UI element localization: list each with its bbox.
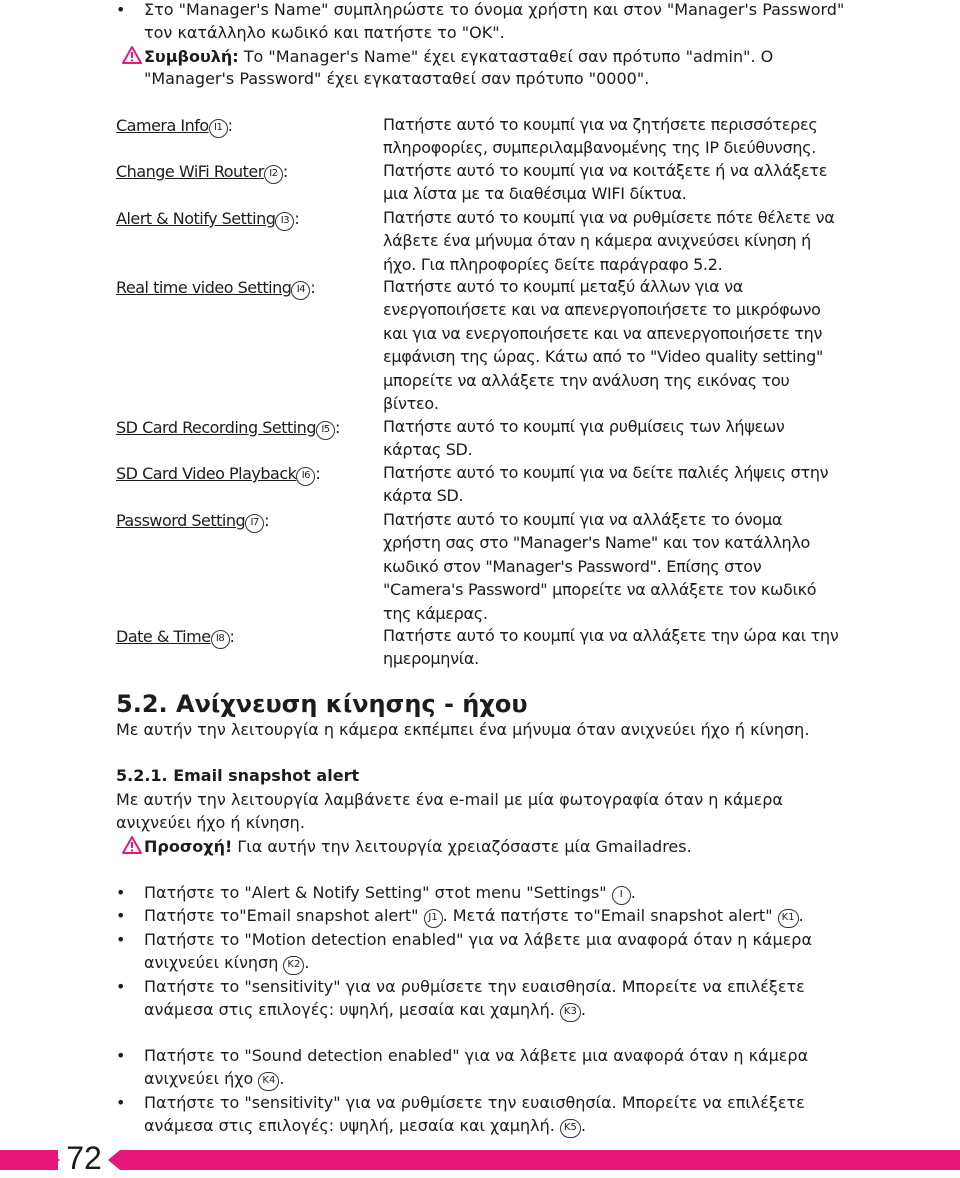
warning-icon (122, 836, 142, 854)
setting-description (383, 415, 853, 462)
caution-text: Για αυτήν την λειτουργία χρειαζόσαστε μία Gmailadres. (232, 837, 692, 856)
tip-text-1: Το "Manager's Name" έχει εγκατασταθεί σαν πρότυπο "admin". Ο (238, 47, 774, 66)
badge-marker: I1 (209, 119, 228, 138)
section-heading: 5.2. Ανίχνευση κίνησης - ήχου (116, 690, 528, 718)
setting-colon: : (264, 511, 269, 530)
step-dot: . (304, 953, 310, 972)
description-line: ημερομηνία. (383, 649, 479, 669)
badge-marker: I4 (291, 281, 310, 300)
bullet-marker: • (116, 930, 126, 949)
tip-line (122, 46, 773, 67)
warning-icon (122, 46, 142, 64)
description-line: μπορείτε να αλλάξετε την ανάλυση της εικόνας του (383, 370, 790, 390)
badge-marker: K1 (778, 909, 799, 928)
badge-marker: J1 (424, 909, 443, 928)
step-text: ανάμεσα στις επιλογές: υψηλή, μεσαία και χαμηλή. (144, 1116, 560, 1135)
subsection-text-2: ανιχνεύει ήχο ή κίνηση. (116, 813, 305, 832)
bullet-marker: • (116, 1093, 126, 1112)
bullet-marker: • (116, 906, 126, 925)
setting-description (383, 461, 853, 508)
footer-notch-left (48, 1150, 60, 1170)
bullet-marker: • (116, 1046, 126, 1065)
badge-marker: K4 (258, 1072, 279, 1091)
description-line: της κάμερας. (383, 603, 488, 623)
step-1 (144, 883, 636, 905)
setting-colon: : (294, 209, 300, 228)
description-line: Πατήστε αυτό το κουμπί για να αλλάξετε το όνομα (383, 510, 783, 529)
setting-name: Password Setting (116, 511, 246, 530)
bullet-marker: • (116, 0, 126, 19)
section-text: Με αυτήν την λειτουργία η κάμερα εκπέμπει ένα μήνυμα όταν ανιχνεύει ήχο ή κίνηση. (116, 720, 810, 739)
description-line: κωδικό στον "Manager's Password". Επίσης στον (383, 556, 762, 576)
description-line: ενεργοποιήσετε και να απενεργοποιήσετε το μικρόφωνο (383, 300, 821, 320)
setting-description (383, 159, 853, 206)
footer-notch-right (108, 1150, 120, 1170)
badge-marker: I6 (296, 467, 315, 486)
setting-label (116, 509, 269, 533)
description-line: Πατήστε αυτό το κουμπί για ρυθμίσεις των λήψεων (383, 417, 785, 436)
step-dot: . (798, 906, 804, 925)
bullet-marker: • (116, 977, 126, 996)
description-line: κάρτας SD. (383, 440, 473, 460)
step-3: Πατήστε το "Motion detection enabled" για να λάβετε μια αναφορά όταν η κάμερα (144, 930, 812, 949)
setting-description (383, 508, 853, 625)
step-dot: . (580, 1000, 586, 1019)
description-line: "Camera's Password" μπορείτε να αλλάξετε τον κωδικό (383, 580, 817, 600)
step-text: ανιχνεύει κίνηση (144, 953, 284, 972)
setting-name: Date & Time (116, 627, 211, 646)
description-line: εμφάνιση της ώρας. Κάτω από το "Video quality setting" (383, 347, 824, 367)
tip-text-2: "Manager's Password" έχει εγκατασταθεί σαν πρότυπο "0000". (144, 69, 650, 88)
setting-label (116, 462, 320, 486)
step-5: Πατήστε το "Sound detection enabled" για να λάβετε μια αναφορά όταν η κάμερα (144, 1046, 809, 1065)
step-text: . Μετά πατήστε το"Email snapshot alert" (442, 906, 778, 925)
setting-label (116, 207, 299, 231)
page-number: 72 (66, 1140, 102, 1176)
tip-label: Συμβουλή: (144, 47, 239, 66)
setting-description (383, 275, 853, 415)
setting-label (116, 416, 340, 440)
setting-name: Camera Info (116, 116, 209, 135)
step-6-cont (144, 1116, 586, 1138)
setting-colon: : (282, 162, 288, 181)
description-line: χρήστη σας στο "Manager's Name" και τον κατάλληλο (383, 533, 811, 553)
description-line: Πατήστε αυτό το κουμπί για να ζητήσετε περισσότερες (383, 115, 818, 134)
setting-name: Real time video Setting (116, 278, 292, 297)
setting-colon: : (310, 278, 316, 297)
step-dot: . (580, 1116, 586, 1135)
setting-description (383, 206, 853, 276)
setting-label (116, 114, 233, 138)
setting-name: SD Card Video Playback (116, 464, 297, 483)
caution-line (122, 836, 692, 857)
step-2 (144, 906, 804, 928)
badge-marker: I5 (316, 421, 335, 440)
description-line: ήχο. Για πληροφορίες δείτε παράγραφο 5.2. (383, 254, 723, 274)
step-text: Πατήστε το"Email snapshot alert" (144, 906, 424, 925)
setting-label (116, 160, 288, 184)
intro-line-1: Στο "Manager's Name" συμπληρώστε το όνομα χρήστη και στον "Manager's Password" (144, 0, 845, 19)
step-3-cont (144, 953, 309, 975)
step-4-cont (144, 1000, 586, 1022)
badge-marker: I2 (264, 165, 283, 184)
setting-description (383, 624, 853, 671)
setting-label (116, 276, 315, 300)
description-line: Πατήστε αυτό το κουμπί για να κοιτάξετε ή να αλλάξετε (383, 161, 828, 180)
subsection-text-1: Με αυτήν την λειτουργία λαμβάνετε ένα e-mail με μία φωτογραφία όταν η κάμερα (116, 790, 783, 809)
step-6: Πατήστε το "sensitivity" για να ρυθμίσετε την ευαισθησία. Μπορείτε να επιλέξετε (144, 1093, 805, 1112)
step-5-cont (144, 1069, 284, 1091)
description-line: και για να ενεργοποιήσετε και να απενεργοποιήσετε την (383, 323, 823, 343)
setting-colon: : (227, 116, 233, 135)
step-text: ανάμεσα στις επιλογές: υψηλή, μεσαία και χαμηλή. (144, 1000, 560, 1019)
description-line: Πατήστε αυτό το κουμπί μεταξύ άλλων για να (383, 277, 744, 296)
description-line: λάβετε ένα μήνυμα όταν η κάμερα ανιχνεύσει κίνηση ή (383, 231, 812, 251)
setting-name: Alert & Notify Setting (116, 209, 276, 228)
description-line: μια λίστα με τα διαθέσιμα WIFI δίκτυα. (383, 184, 687, 204)
description-line: Πατήστε αυτό το κουμπί για να ρυθμίσετε πότε θέλετε να (383, 208, 835, 227)
setting-description (383, 113, 853, 160)
description-line: Πατήστε αυτό το κουμπί για να δείτε παλιές λήψεις στην (383, 463, 829, 482)
description-line: κάρτα SD. (383, 486, 464, 506)
setting-colon: : (315, 464, 321, 483)
setting-name: Change WiFi Router (116, 162, 264, 181)
badge-marker: I3 (275, 212, 294, 231)
bullet-marker: • (116, 883, 126, 902)
setting-colon: : (334, 418, 340, 437)
step-dot: . (279, 1069, 285, 1088)
caution-label: Προσοχή! (144, 837, 233, 856)
setting-name: SD Card Recording Setting (116, 418, 316, 437)
step-text: ανιχνεύει ήχο (144, 1069, 259, 1088)
setting-label (116, 625, 234, 649)
step-dot: . (630, 883, 636, 902)
badge-marker: K3 (560, 1003, 581, 1022)
setting-colon: : (229, 627, 235, 646)
badge-marker: I8 (211, 630, 230, 649)
intro-line-2: τον κατάλληλο κωδικό και πατήστε το "ΟΚ". (144, 23, 505, 42)
step-text: Πατήστε το "Alert & Notify Setting" στοt menu "Settings" (144, 883, 612, 902)
footer-bar-right (120, 1150, 960, 1170)
description-line: πληροφορίες, συμπεριλαμβανομένης της IP διεύθυνσης. (383, 138, 817, 158)
badge-marker: K5 (560, 1119, 581, 1138)
badge-marker: K2 (283, 956, 304, 975)
description-line: βίντεο. (383, 394, 439, 414)
subsection-heading: 5.2.1. Email snapshot alert (116, 766, 360, 785)
badge-marker: I7 (245, 514, 264, 533)
badge-marker: I (612, 886, 631, 905)
step-4: Πατήστε το "sensitivity" για να ρυθμίσετε την ευαισθησία. Μπορείτε να επιλέξετε (144, 977, 805, 996)
description-line: Πατήστε αυτό το κουμπί για να αλλάξετε την ώρα και την (383, 626, 839, 645)
